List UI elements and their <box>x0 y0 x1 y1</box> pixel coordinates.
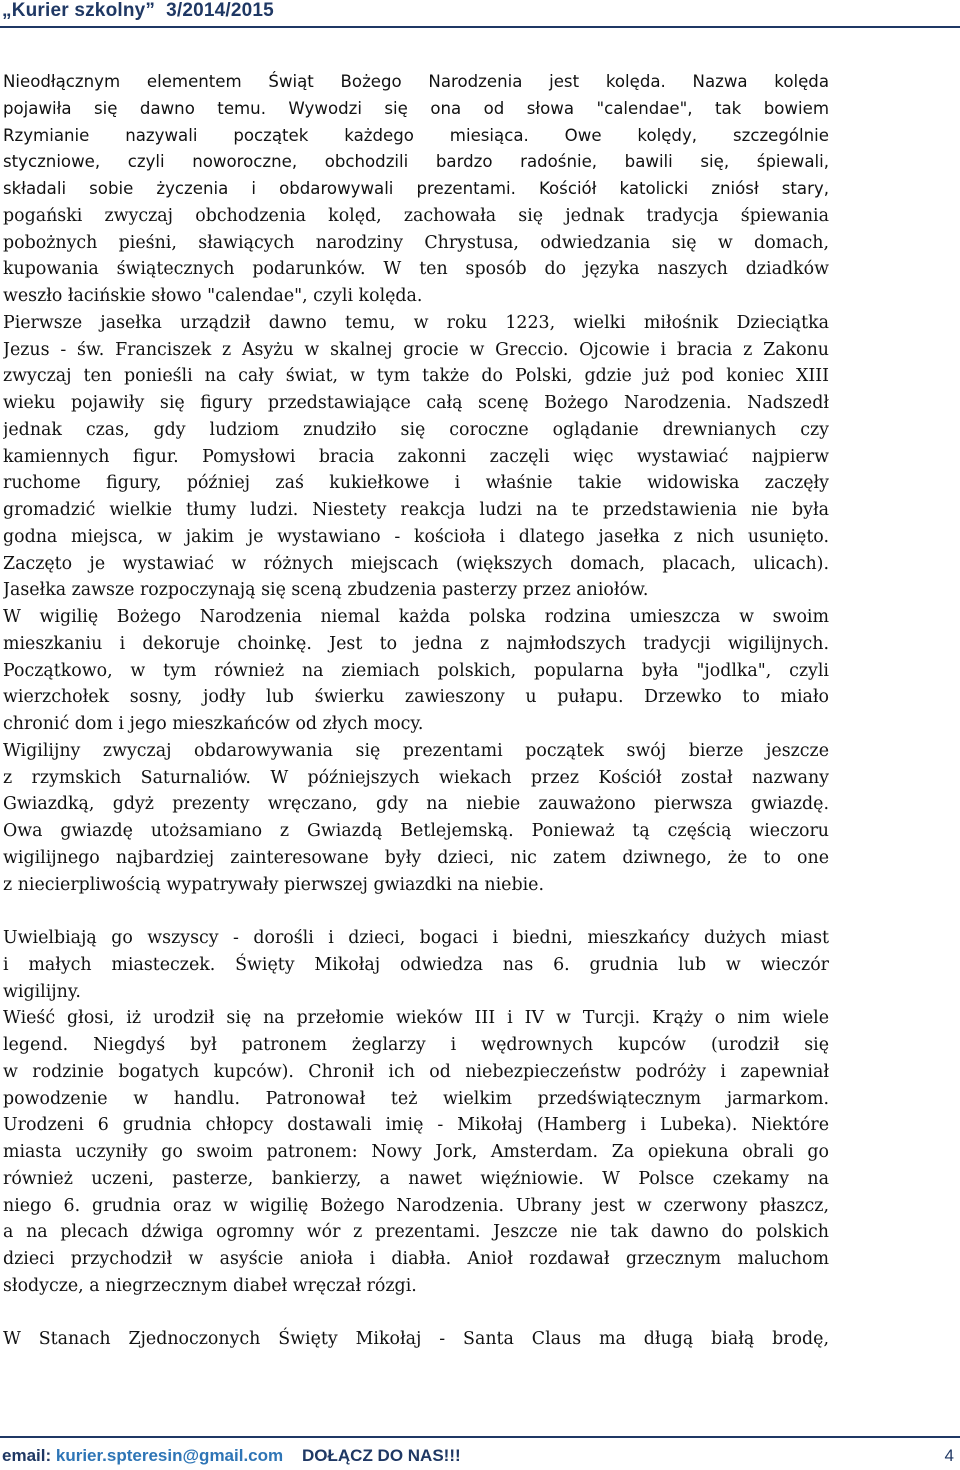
text-line: również uczeni, pasterze, bankierzy, a nawet więźniowie. W Polsce czekamy na <box>3 1168 829 1189</box>
text-line: niego 6. grudnia oraz w wigilię Bożego Narodzenia. Ubrany jest w czerwony płaszcz, <box>3 1195 829 1216</box>
text-line: gromadzić wielkie tłumy ludzi. Niestety reakcja ludzi na te przedstawienia nie była <box>3 500 829 520</box>
text-line: chronić dom i jego mieszkańców od złych mocy. <box>3 714 424 734</box>
article-body <box>3 69 829 1353</box>
text-line: Jasełka zawsze rozpoczynają się sceną zbudzenia pasterzy przez aniołów. <box>3 580 649 601</box>
text-line: Wieść głosi, iż urodził się na przełomie wieków III i IV w Turcji. Krąży o nim wiele <box>3 1008 829 1029</box>
page-number: 4 <box>944 1446 954 1465</box>
text-line: kupowania świątecznych podarunków. W ten sposób do języka naszych dziadków <box>3 259 829 280</box>
footer-join-text: DOŁĄCZ DO NAS!!! <box>302 1446 461 1465</box>
footer-email <box>2 1446 283 1466</box>
page-header <box>0 0 960 28</box>
text-line: Gwiazdką, gdyż prezenty wręczano, gdy na niebie zauważono pierwsza gwiazdę. <box>3 794 829 815</box>
text-line: pojawiła się dawno temu. Wywodzi się ona od słowa "calendae", tak bowiem <box>3 98 829 118</box>
text-line: pogański zwyczaj obchodzenia kolęd, zachowała się jednak tradycja śpiewania <box>3 205 829 226</box>
text-line: powodzenie w handlu. Patronował też wielkim przedświątecznym jarmarkom. <box>3 1088 829 1109</box>
text-line: wierzchołek sosny, jodły lub świerku zawieszony u pułapu. Drzewko to miało <box>3 687 829 708</box>
text-line: miasta uczyniły go swoim patronem: Nowy Jork, Amsterdam. Za opiekuna obrali go <box>3 1142 829 1162</box>
text-line: Pierwsze jasełka urządził dawno temu, w roku 1223, wielki miłośnik Dzieciątka <box>3 312 829 333</box>
text-line: wigilijny. <box>3 981 81 1002</box>
text-line: W Stanach Zjednoczonych Święty Mikołaj - Santa Claus ma długą białą brodę, <box>3 1329 829 1350</box>
text-line: weszło łacińskie słowo "calendae", czyli kolęda. <box>3 286 423 306</box>
text-line: Nieodłącznym elementem Świąt Bożego Narodzenia jest kolęda. Nazwa kolęda <box>3 72 829 91</box>
text-line: Rzymianie nazywali początek każdego miesiąca. Owe kolędy, szczególnie <box>3 125 829 145</box>
page-footer <box>0 1436 960 1470</box>
text-line: ruchome figury, później zaś kukiełkowe i właśnie takie widowiska zaczęły <box>3 473 829 494</box>
text-line: godna miejsca, w jakim je wystawiano - kościoła i dlatego jasełka z nich usunięto. <box>3 526 829 547</box>
text-line: dzieci przychodził w asyście anioła i diabła. Anioł rozdawał grzecznym maluchom <box>3 1249 829 1269</box>
text-line: i małych miasteczek. Święty Mikołaj odwiedza nas 6. grudnia lub w wieczór <box>3 954 829 975</box>
footer-email-label: email: <box>2 1446 56 1465</box>
text-line: Uwielbiają go wszyscy - dorośli i dzieci, bogaci i biedni, mieszkańcy dużych miast <box>3 928 829 948</box>
footer-email-link[interactable]: kurier.spteresin@gmail.com <box>55 1446 284 1465</box>
text-line: legend. Niegdyś był patronem żeglarzy i wędrownych kupców (urodził się <box>3 1035 829 1055</box>
text-line: W wigilię Bożego Narodzenia niemal każda polska rodzina umieszcza w swoim <box>3 607 829 627</box>
text-line: wieku pojawiły się figury przedstawiające całą scenę Bożego Narodzenia. Nadszedł <box>3 393 829 413</box>
text-line: jednak czas, gdy ludziom znudziło się coroczne oglądanie drewnianych czy <box>3 419 829 440</box>
text-line: kamiennych figur. Pomysłowi bracia zakonni zaczęli więc wystawiać najpierw <box>3 446 829 467</box>
text-line: z rzymskich Saturnaliów. W późniejszych wiekach przez Kościół został nazwany <box>3 767 829 788</box>
text-line: pobożnych pieśni, sławiących narodziny Chrystusa, odwiedzania się w domach, <box>3 232 829 253</box>
paragraph-spacer <box>3 898 829 925</box>
paragraph-spacer <box>3 1300 829 1327</box>
text-line: Owa gwiazdę utożsamiano z Gwiazdą Betlejemską. Ponieważ tą częścią wieczoru <box>3 821 829 841</box>
text-line: z niecierpliwością wypatrywały pierwszej gwiazdki na niebie. <box>3 874 544 895</box>
text-line: Jezus - św. Franciszek z Asyżu w skalnej grocie w Greccio. Ojcowie i bracia z Zakonu <box>3 339 829 360</box>
text-line: Początkowo, w tym również na ziemiach polskich, popularna była "jodlka", czyli <box>3 660 829 681</box>
text-line: w rodzinie bogatych kupców). Chronił ich od niebezpieczeństw podróży i zapewniał <box>3 1061 829 1082</box>
text-line: a na plecach dźwiga ogromny wór z prezentami. Jeszcze nie tak dawno do polskich <box>3 1222 829 1243</box>
text-line: styczniowe, czyli noworoczne, obchodzili bardzo radośnie, bawili się, śpiewali, <box>3 152 829 172</box>
text-line: Zaczęto je wystawiać w różnych miejscach (większych domach, placach, ulicach). <box>3 553 829 574</box>
text-line: składali sobie życzenia i obdarowywali prezentami. Kościół katolicki zniósł stary, <box>3 179 829 198</box>
text-line: Wigilijny zwyczaj obdarowywania się prezentami początek swój bierze jeszcze <box>3 740 829 761</box>
text-line: wigilijnego najbardziej zainteresowane były dzieci, nic zatem dziwnego, że to one <box>3 847 829 868</box>
newsletter-title: „Kurier szkolny” 3/2014/2015 <box>2 0 274 21</box>
text-line: Urodzeni 6 grudnia chłopcy dostawali imię - Mikołaj (Hamberg i Lubeka). Niektóre <box>3 1115 829 1136</box>
text-line: słodycze, a niegrzecznym diabeł wręczał rózgi. <box>3 1275 417 1296</box>
text-line: zwyczaj ten ponieśli na cały świat, w tym także do Polski, gdzie już pod koniec XIII <box>3 366 829 387</box>
text-line: mieszkaniu i dekoruje choinkę. Jest to jedna z najmłodszych tradycji wigilijnych. <box>3 633 829 654</box>
